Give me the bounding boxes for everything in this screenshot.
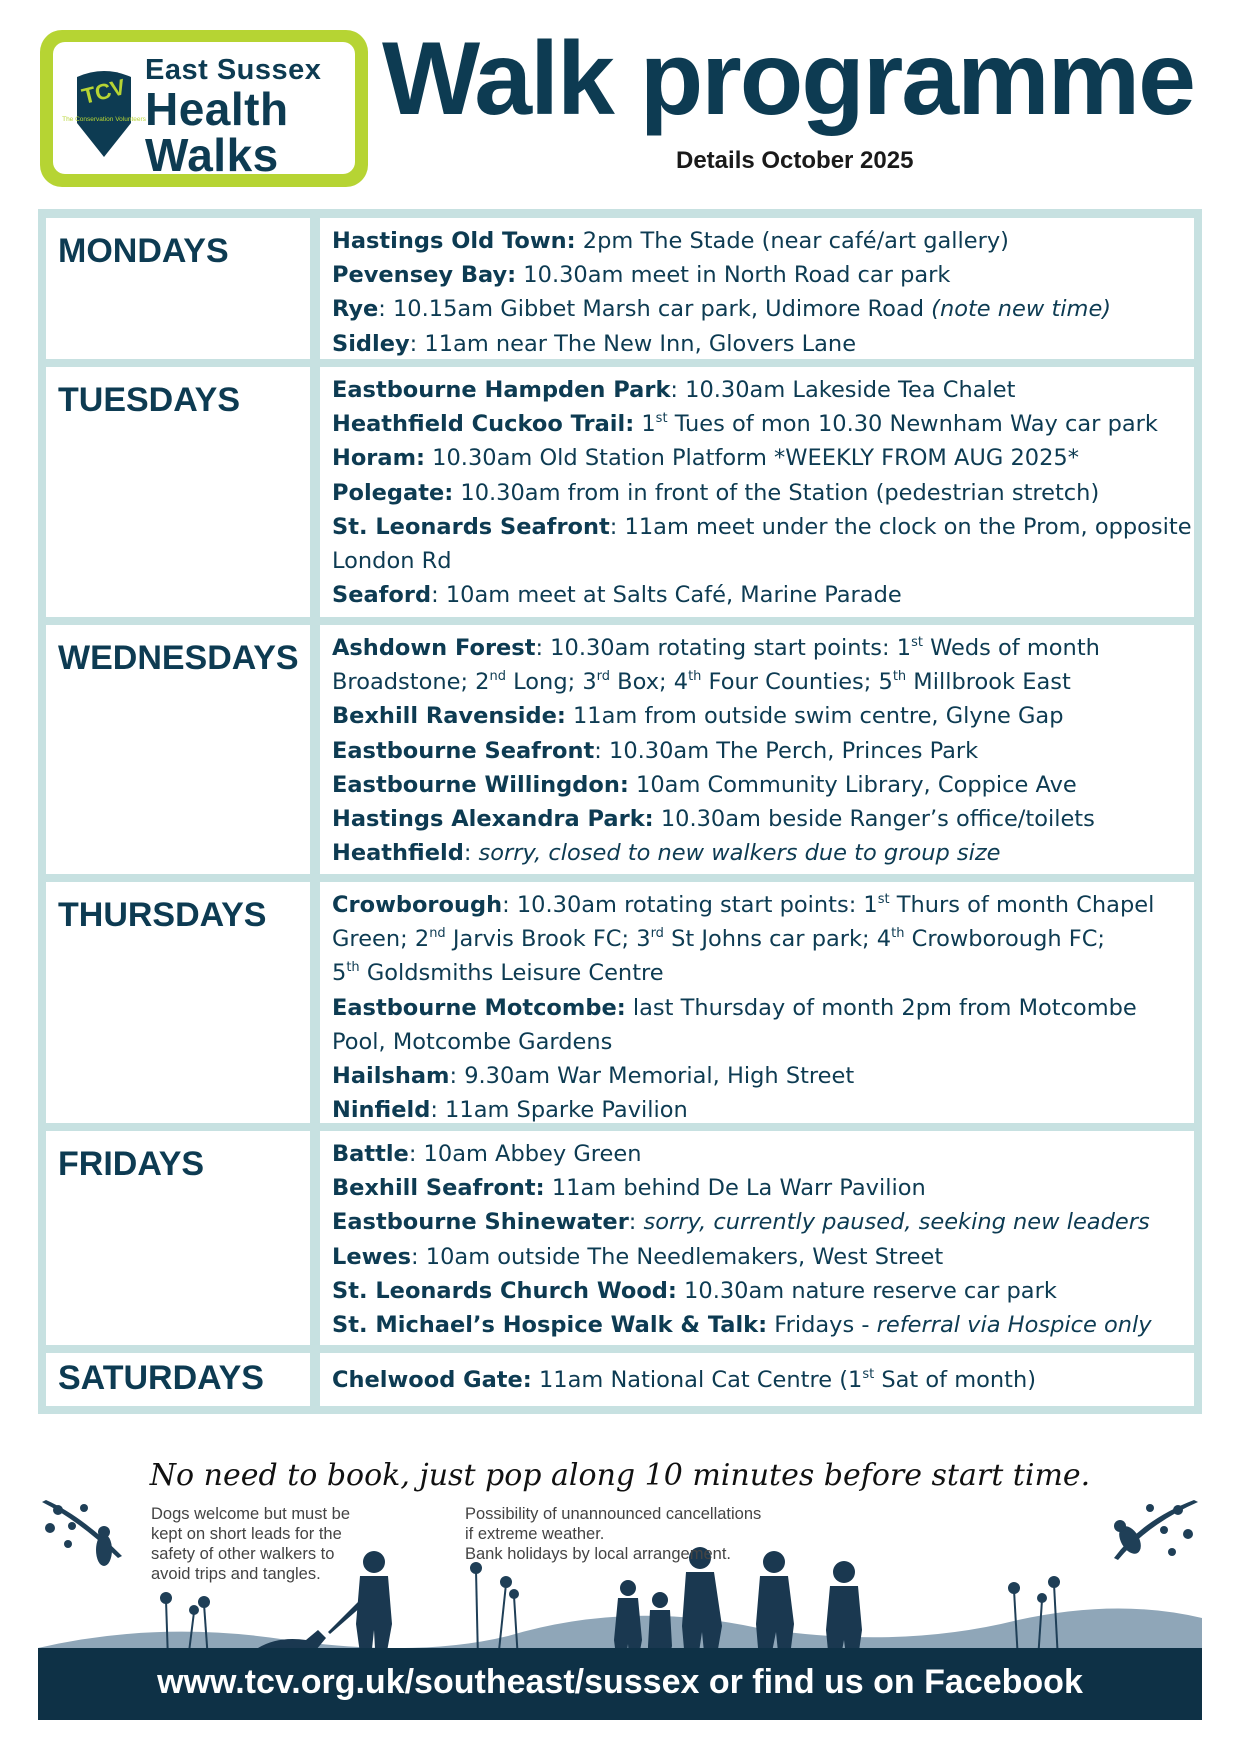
ordinal-suffix: st (862, 1367, 875, 1382)
walk-detail: sorry, closed to new walkers due to group size (478, 840, 1001, 867)
cancellation-note-line: if extreme weather. (465, 1525, 605, 1543)
walk-detail: Tues of mon 10.30 Newnham Way car park (667, 411, 1158, 438)
walk-location: Sidley (332, 330, 410, 357)
walk-entry (332, 1059, 1182, 1093)
walk-entry (332, 991, 1182, 1025)
schedule-row-tuesday (46, 367, 1194, 617)
walk-detail: 1 (634, 411, 656, 438)
walk-detail: Broadstone; 2 (332, 669, 490, 696)
day-label: SATURDAYS (46, 1353, 310, 1406)
walk-detail: Thurs of month Chapel (889, 892, 1155, 918)
walk-entry (332, 373, 1182, 407)
day-label: FRIDAYS (46, 1131, 310, 1345)
schedule-row-saturday (46, 1353, 1194, 1406)
walks-list (320, 1353, 1194, 1406)
walk-detail: : 9.30am War Memorial, High Street (449, 1063, 855, 1090)
walk-entry (332, 768, 1182, 802)
logo-line-walks: Walks (145, 129, 279, 181)
walk-entry (332, 578, 1182, 612)
walk-entry (332, 1093, 1182, 1127)
walk-detail: London Rd (332, 548, 452, 575)
walk-detail: Box; 4 (610, 669, 689, 696)
walk-location: Hastings Alexandra Park: (332, 806, 654, 833)
walk-detail: Crowborough FC; (904, 926, 1105, 953)
walk-entry (332, 888, 1182, 922)
walk-entry (332, 441, 1182, 475)
walk-detail: : 10.30am The Perch, Princes Park (594, 737, 979, 764)
page-title: Walk programme (382, 21, 1194, 137)
walk-detail: last Thursday of month 2pm from Motcombe (625, 994, 1137, 1021)
walk-schedule-table (38, 209, 1202, 1414)
walk-detail: 10.30am nature reserve car park (676, 1277, 1057, 1304)
walk-detail: : 10am Abbey Green (408, 1141, 642, 1167)
schedule-row-monday (46, 218, 1194, 359)
logo-wordmark (145, 54, 322, 181)
ordinal-suffix: st (877, 892, 890, 907)
health-walks-logo (40, 30, 368, 187)
walk-location: Ninfield (332, 1097, 431, 1124)
logo-panel (53, 42, 355, 181)
schedule-row-thursday (46, 882, 1194, 1123)
logo-line-health: Health (145, 83, 289, 135)
walk-location: St. Michael’s Hospice Walk & Talk: (332, 1312, 768, 1339)
day-label: TUESDAYS (46, 367, 310, 617)
logo-line-east-sussex: East Sussex (145, 54, 322, 86)
ordinal-suffix: th (346, 960, 360, 976)
walk-location: Eastbourne Motcombe: (332, 994, 626, 1021)
walk-entry (332, 224, 1182, 258)
walk-location: Horam: (332, 445, 426, 472)
walks-list (320, 1131, 1194, 1345)
walk-entry (332, 802, 1182, 836)
walk-detail: 10.30am beside Ranger’s office/toilets (653, 806, 1095, 833)
ordinal-suffix: st (655, 411, 668, 427)
walk-detail: Jarvis Brook FC; 3 (445, 926, 651, 953)
walk-detail: : 10am outside The Needlemakers, West Street (411, 1243, 944, 1270)
day-label: MONDAYS (46, 218, 310, 359)
walk-location: Eastbourne Shinewater (332, 1209, 629, 1236)
walk-entry (332, 1363, 1182, 1397)
bird-on-branch-left-icon (42, 1500, 122, 1566)
cancellation-note-line: Bank holidays by local arrangement. (465, 1545, 731, 1563)
walk-location: Ashdown Forest (332, 635, 536, 661)
walks-list (320, 882, 1194, 1123)
walk-entry (332, 292, 1182, 326)
walk-location: Eastbourne Hampden Park (332, 377, 671, 403)
walk-location: Crowborough (332, 892, 503, 918)
walk-detail: Long; 3 (506, 669, 597, 696)
walk-detail: : 11am Sparke Pavilion (430, 1097, 688, 1124)
walk-detail: : 10.30am Lakeside Tea Chalet (670, 377, 1016, 403)
walk-entry (332, 1308, 1182, 1342)
ordinal-suffix: nd (429, 926, 446, 942)
day-label: WEDNESDAYS (46, 625, 310, 874)
walk-detail: 11am behind De La Warr Pavilion (544, 1175, 926, 1202)
booking-tagline: No need to book, just pop along 10 minutes before start time. (149, 1458, 1091, 1493)
walk-detail: Millbrook East (906, 669, 1071, 696)
walks-list (320, 218, 1194, 359)
walk-entry (332, 1240, 1182, 1274)
walk-detail: Pool, Motcombe Gardens (332, 1028, 613, 1055)
walk-detail: Sat of month) (874, 1367, 1037, 1393)
walk-entry (332, 922, 1182, 956)
walk-entry (332, 1205, 1182, 1239)
walk-detail: 10.30am meet in North Road car park (516, 262, 951, 289)
walk-entry (332, 407, 1182, 441)
tcv-badge-text: TCV (79, 74, 129, 109)
ordinal-suffix: nd (489, 669, 506, 685)
walk-entry (332, 665, 1182, 699)
walk-location: Hastings Old Town: (332, 228, 576, 254)
walk-detail: : 10.15am Gibbet Marsh car park, Udimore Road (378, 296, 932, 323)
day-label: THURSDAYS (46, 882, 310, 1123)
ordinal-suffix: th (892, 669, 907, 685)
ordinal-suffix: st (911, 635, 923, 650)
cancellation-note (465, 1504, 785, 1564)
walk-detail: Four Counties; 5 (701, 669, 893, 696)
walk-detail: 10.30am Old Station Platform *WEEKLY FROM AUG 2025* (425, 445, 1079, 472)
walk-entry (332, 510, 1192, 544)
walk-location: Seaford (332, 582, 432, 609)
walk-location: Eastbourne Seafront (332, 737, 595, 764)
walks-list (320, 625, 1194, 874)
walk-location: St. Leonards Seafront (332, 513, 610, 540)
website-link[interactable]: www.tcv.org.uk/southeast/sussex or find us on Facebook (157, 1663, 1083, 1701)
walk-detail: referral via Hospice only (876, 1312, 1152, 1339)
page-subtitle: Details October 2025 (676, 147, 914, 174)
ordinal-suffix: th (688, 669, 702, 685)
walk-detail: : 11am near The New Inn, Glovers Lane (409, 330, 857, 357)
walk-detail: 11am National Cat Centre (1 (531, 1367, 863, 1393)
walk-detail: 11am from outside swim centre, Glyne Gap (565, 703, 1064, 730)
walk-detail: 2pm The Stade (near café/art gallery) (575, 228, 1009, 254)
walk-entry (332, 699, 1182, 733)
walk-detail: : (463, 840, 479, 867)
ordinal-suffix: rd (596, 669, 611, 685)
walk-detail: : (628, 1209, 644, 1236)
walk-entry (332, 1137, 1182, 1171)
walk-location: Polegate: (332, 479, 454, 506)
walk-location: Battle (332, 1141, 409, 1167)
walk-entry (332, 327, 1182, 361)
walk-entry (332, 734, 1182, 768)
walk-entry (332, 1171, 1182, 1205)
walk-entry (332, 956, 1182, 990)
walk-location: Pevensey Bay: (332, 262, 517, 289)
walk-detail: Green; 2 (332, 926, 430, 953)
walk-location: Heathfield Cuckoo Trail: (332, 411, 635, 438)
bird-on-branch-right-icon (1114, 1500, 1198, 1560)
walk-detail: Fridays - (767, 1312, 877, 1339)
walk-entry (332, 631, 1182, 665)
walk-location: Chelwood Gate: (332, 1367, 532, 1393)
walk-entry (332, 476, 1182, 510)
walk-detail: 10.30am from in front of the Station (pedestrian stretch) (453, 479, 1100, 506)
walk-detail: 5 (332, 960, 347, 987)
ordinal-suffix: th (891, 926, 905, 942)
walk-location: Bexhill Seafront: (332, 1175, 545, 1202)
schedule-row-wednesday (46, 625, 1194, 874)
schedule-row-friday (46, 1131, 1194, 1345)
walk-detail: 10am Community Library, Coppice Ave (628, 771, 1077, 798)
walk-location: Lewes (332, 1243, 412, 1270)
walk-location: Heathfield (332, 840, 464, 867)
walk-detail: Goldsmiths Leisure Centre (359, 960, 664, 987)
walk-location: Hailsham (332, 1063, 450, 1090)
walks-list (320, 367, 1194, 617)
walk-detail: : 10am meet at Salts Café, Marine Parade (431, 582, 902, 609)
walk-detail: Weds of month (922, 635, 1100, 661)
walk-detail: : 10.30am rotating start points: 1 (502, 892, 878, 918)
walk-detail: : 10.30am rotating start points: 1 (535, 635, 912, 661)
walk-entry (332, 258, 1182, 292)
tcv-shield-icon (62, 65, 146, 159)
walk-entry (332, 544, 1182, 578)
walk-detail: St Johns car park; 4 (663, 926, 892, 953)
walk-location: Eastbourne Willingdon: (332, 771, 629, 798)
walk-location: St. Leonards Church Wood: (332, 1277, 677, 1304)
walk-entry (332, 836, 1182, 870)
tcv-badge-subtext: The Conservation Volunteers (62, 116, 146, 123)
cancellation-note-line: Possibility of unannounced cancellations (465, 1505, 762, 1523)
walk-location: Bexhill Ravenside: (332, 703, 566, 730)
ordinal-suffix: rd (650, 926, 664, 942)
walk-location: Rye (332, 296, 379, 323)
walk-entry (332, 1025, 1182, 1059)
walk-detail: : 11am meet under the clock on the Prom, opposite (609, 513, 1192, 540)
dogs-note: Dogs welcome but must be kept on short leads for the safety of other walkers to avoid trips and tangles. (151, 1505, 351, 1583)
footer-bar (38, 1648, 1202, 1720)
walk-detail: (note new time) (931, 296, 1112, 323)
walk-detail: sorry, currently paused, seeking new leaders (643, 1209, 1150, 1236)
walk-entry (332, 1274, 1182, 1308)
